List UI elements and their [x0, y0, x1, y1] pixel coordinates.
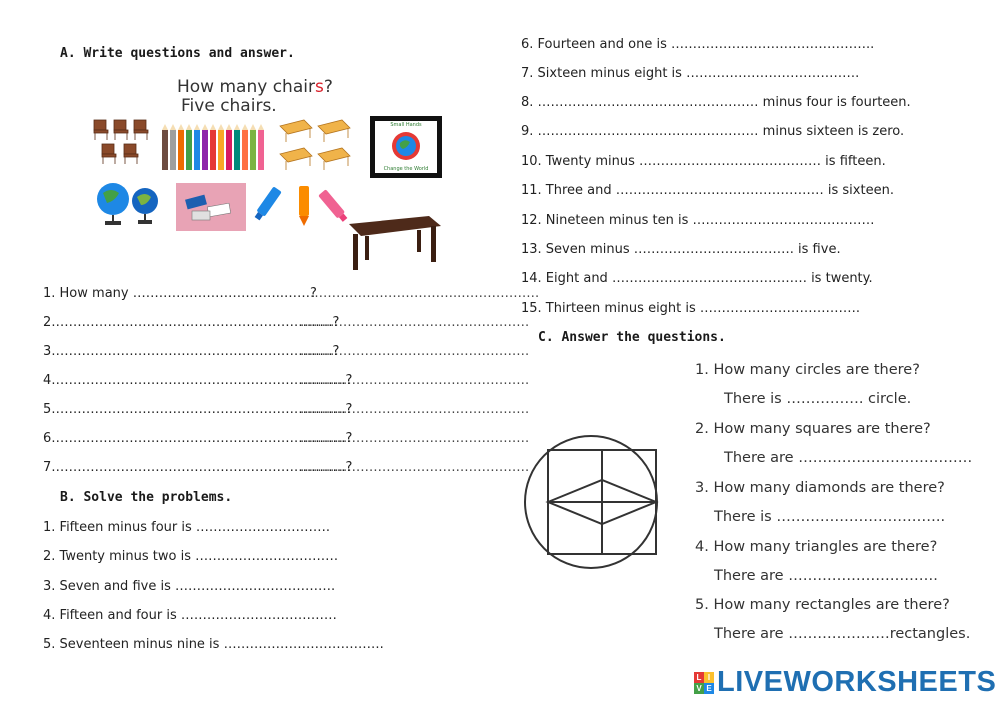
problem-14[interactable]: 14. Eight and ……………………………………… is twenty.: [521, 271, 873, 286]
liveworksheets-badge-icon: [694, 672, 714, 694]
section-a-heading: A. Write questions and answer.: [60, 46, 295, 61]
section-b-heading: B. Solve the problems.: [60, 490, 233, 505]
answer-line-3[interactable]: ……..………………………………………: [300, 344, 530, 359]
example-question: How many chairs?: [177, 77, 333, 97]
badge-letter-l: L: [694, 672, 704, 683]
highlighters-image: [253, 184, 353, 228]
problem-3[interactable]: 3. Seven and five is ……………………………….: [43, 579, 336, 594]
question-c-3: 3. How many diamonds are there?: [695, 480, 945, 496]
question-c-1: 1. How many circles are there?: [695, 362, 920, 378]
question-line-7[interactable]: 7……………………………………………………..……?: [43, 460, 353, 475]
answer-c-3[interactable]: There is ……………………………..: [714, 509, 946, 525]
poster-globe-icon: [391, 131, 421, 161]
poster-top-text: Small Hands: [390, 122, 422, 128]
globes-image: [93, 179, 163, 227]
problem-2[interactable]: 2. Twenty minus two is ……………………………: [43, 549, 339, 564]
problem-5[interactable]: 5. Seventeen minus nine is ……………………………….: [43, 637, 384, 652]
question-line-6[interactable]: 6……………………………………………………..……?: [43, 431, 353, 446]
badge-letter-i: I: [704, 672, 714, 683]
answer-line-4[interactable]: ……..………………………………………: [300, 373, 530, 388]
example-answer: Five chairs.: [181, 96, 277, 116]
question-line-4[interactable]: 4……………………………………………………..……?: [43, 373, 353, 388]
question-c-2: 2. How many squares are there?: [695, 421, 931, 437]
pencils-image: [160, 124, 266, 174]
question-c-4: 4. How many triangles are there?: [695, 539, 938, 555]
question-line-1[interactable]: 1. How many ……………………………..……?: [43, 286, 317, 301]
table-image: [345, 216, 445, 274]
problem-1[interactable]: 1. Fifteen minus four is ………………………….: [43, 520, 331, 535]
answer-c-5[interactable]: There are …………………rectangles.: [714, 626, 971, 642]
desks-image: [278, 116, 352, 174]
problem-15[interactable]: 15. Thirteen minus eight is ……………………………….: [521, 301, 861, 316]
problem-8[interactable]: 8. …………………………………………… minus four is fourteen.: [521, 95, 911, 110]
shapes-figure: [523, 430, 663, 578]
badge-letter-e: E: [704, 683, 714, 694]
section-c-heading: C. Answer the questions.: [538, 330, 726, 345]
example-caption: [177, 78, 333, 116]
problem-4[interactable]: 4. Fifteen and four is ………………………………: [43, 608, 337, 623]
answer-line-2[interactable]: ……..………………………………………: [300, 315, 530, 330]
answer-c-1[interactable]: There is ……………. circle.: [724, 391, 912, 407]
answer-line-7[interactable]: ……..………………………………………: [300, 460, 530, 475]
problem-9[interactable]: 9. …………………………………………… minus sixteen is zero.: [521, 124, 905, 139]
eraser-icon: [182, 191, 240, 225]
answer-line-6[interactable]: ……..………………………………………: [300, 431, 530, 446]
question-line-2[interactable]: 2……………………………………………………..…?: [43, 315, 340, 330]
problem-13[interactable]: 13. Seven minus ………………………………. is five.: [521, 242, 841, 257]
liveworksheets-logo[interactable]: LIVEWORKSHEETS: [717, 666, 997, 698]
badge-letter-v: V: [694, 683, 704, 694]
problem-6[interactable]: 6. Fourteen and one is ………………………………………..: [521, 37, 875, 52]
problem-12[interactable]: 12. Nineteen minus ten is ……………………………………: [521, 213, 875, 228]
poster-image: [370, 116, 442, 178]
problem-11[interactable]: 11. Three and ………………………………………… is sixteen.: [521, 183, 894, 198]
erasers-image: [176, 183, 246, 231]
poster-bottom-text: Change the World: [383, 166, 429, 172]
question-line-3[interactable]: 3……………………………………………………..…?: [43, 344, 340, 359]
question-line-5[interactable]: 5……………………………………………………..……?: [43, 402, 353, 417]
question-c-5: 5. How many rectangles are there?: [695, 597, 950, 613]
chairs-image: [92, 118, 160, 168]
problem-7[interactable]: 7. Sixteen minus eight is ………………………………….: [521, 66, 860, 81]
answer-c-2[interactable]: There are ………………………………: [724, 450, 973, 466]
problem-10[interactable]: 10. Twenty minus …………………………………… is fifteen.: [521, 154, 886, 169]
answer-line-1[interactable]: ……………………………..………………: [310, 286, 540, 301]
answer-line-5[interactable]: ……..………………………………………: [300, 402, 530, 417]
answer-c-4[interactable]: There are ………………………….: [714, 568, 938, 584]
